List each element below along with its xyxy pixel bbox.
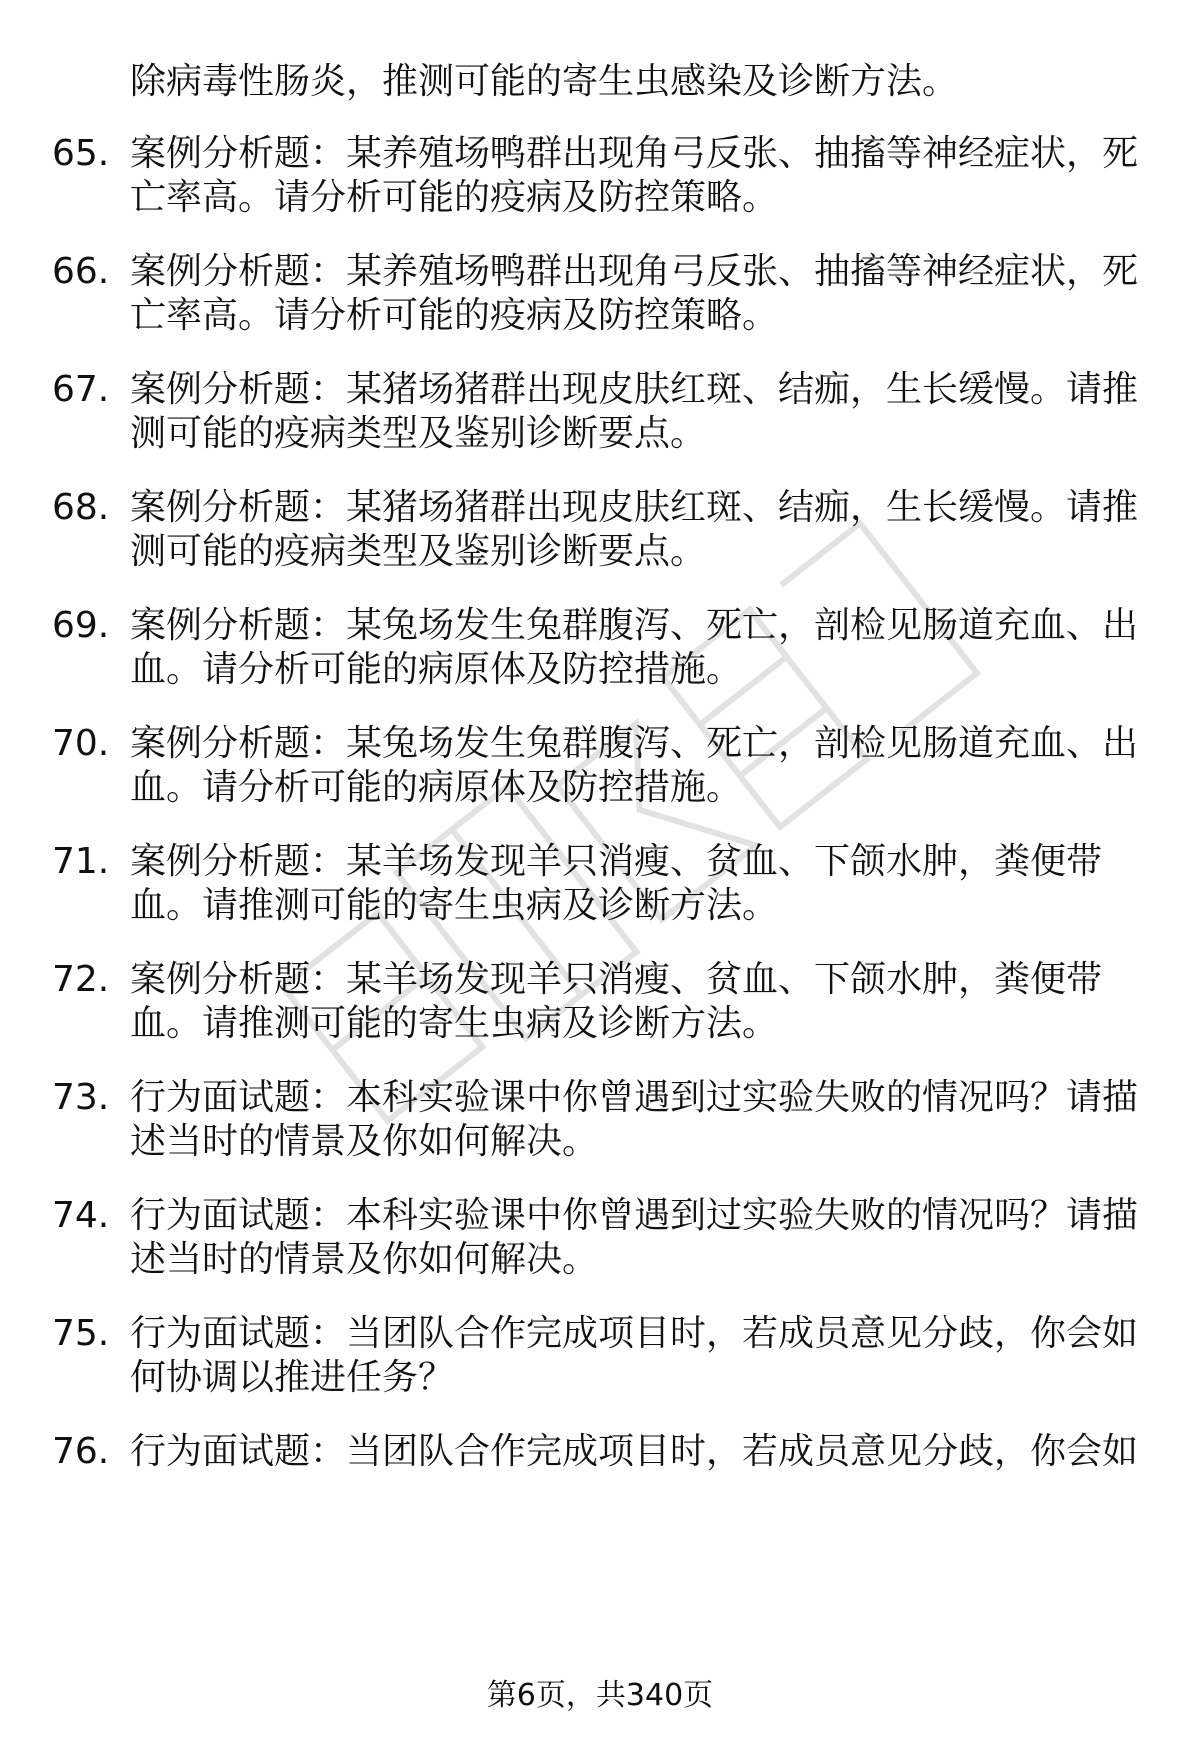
question-text-line-1: 行为面试题：当团队合作完成项目时，若成员意见分歧，你会如 xyxy=(130,1431,1139,1472)
question-text-line-2: 血。请推测可能的寄生虫病及诊断方法。 xyxy=(130,885,779,926)
question-number: 65. xyxy=(52,133,110,174)
page-number-footer: 第6页，共340页 xyxy=(486,1678,714,1713)
question-text-line-1: 案例分析题：某兔场发生兔群腹泻、死亡，剖检见肠道充血、出 xyxy=(130,723,1139,764)
question-text-line-2: 亡率高。请分析可能的疫病及防控策略。 xyxy=(130,295,779,336)
question-number: 74. xyxy=(52,1195,110,1236)
question-text-line-1: 案例分析题：某猪场猪群出现皮肤红斑、结痂，生长缓慢。请推 xyxy=(130,369,1139,410)
question-text-line-2: 何协调以推进任务？ xyxy=(130,1357,455,1398)
question-number: 73. xyxy=(52,1077,110,1118)
question-number: 75. xyxy=(52,1313,110,1354)
question-text-line-1: 案例分析题：某羊场发现羊只消瘦、贫血、下颌水肿，粪便带 xyxy=(130,841,1103,882)
question-text-line-1: 案例分析题：某猪场猪群出现皮肤红斑、结痂，生长缓慢。请推 xyxy=(130,487,1139,528)
question-number: 71. xyxy=(52,841,110,882)
question-text-line-2: 述当时的情景及你如何解决。 xyxy=(130,1239,599,1280)
question-text-line-2: 述当时的情景及你如何解决。 xyxy=(130,1121,599,1162)
question-text-line-2: 血。请分析可能的病原体及防控措施。 xyxy=(130,649,743,690)
question-text-line-1: 行为面试题：当团队合作完成项目时，若成员意见分歧，你会如 xyxy=(130,1313,1139,1354)
continuation-line: 除病毒性肠炎，推测可能的寄生虫感染及诊断方法。 xyxy=(130,61,959,102)
question-text-line-2: 血。请分析可能的病原体及防控措施。 xyxy=(130,767,743,808)
question-number: 66. xyxy=(52,251,110,292)
question-text-line-2: 测可能的疫病类型及鉴别诊断要点。 xyxy=(130,413,707,454)
question-text-line-1: 案例分析题：某养殖场鸭群出现角弓反张、抽搐等神经症状，死 xyxy=(130,133,1139,174)
question-text-line-2: 测可能的疫病类型及鉴别诊断要点。 xyxy=(130,531,707,572)
question-number: 70. xyxy=(52,723,110,764)
question-number: 68. xyxy=(52,487,110,528)
question-text-line-2: 血。请推测可能的寄生虫病及诊断方法。 xyxy=(130,1003,779,1044)
question-text-line-1: 案例分析题：某羊场发现羊只消瘦、贫血、下颌水肿，粪便带 xyxy=(130,959,1103,1000)
question-text-line-1: 案例分析题：某兔场发生兔群腹泻、死亡，剖检见肠道充血、出 xyxy=(130,605,1139,646)
question-number: 72. xyxy=(52,959,110,1000)
question-text-line-1: 行为面试题：本科实验课中你曾遇到过实验失败的情况吗？请描 xyxy=(130,1077,1139,1118)
question-text-line-1: 行为面试题：本科实验课中你曾遇到过实验失败的情况吗？请描 xyxy=(130,1195,1139,1236)
question-number: 76. xyxy=(52,1431,110,1472)
question-number: 67. xyxy=(52,369,110,410)
question-number: 69. xyxy=(52,605,110,646)
question-text-line-1: 案例分析题：某养殖场鸭群出现角弓反张、抽搐等神经症状，死 xyxy=(130,251,1139,292)
question-text-line-2: 亡率高。请分析可能的疫病及防控策略。 xyxy=(130,177,779,218)
